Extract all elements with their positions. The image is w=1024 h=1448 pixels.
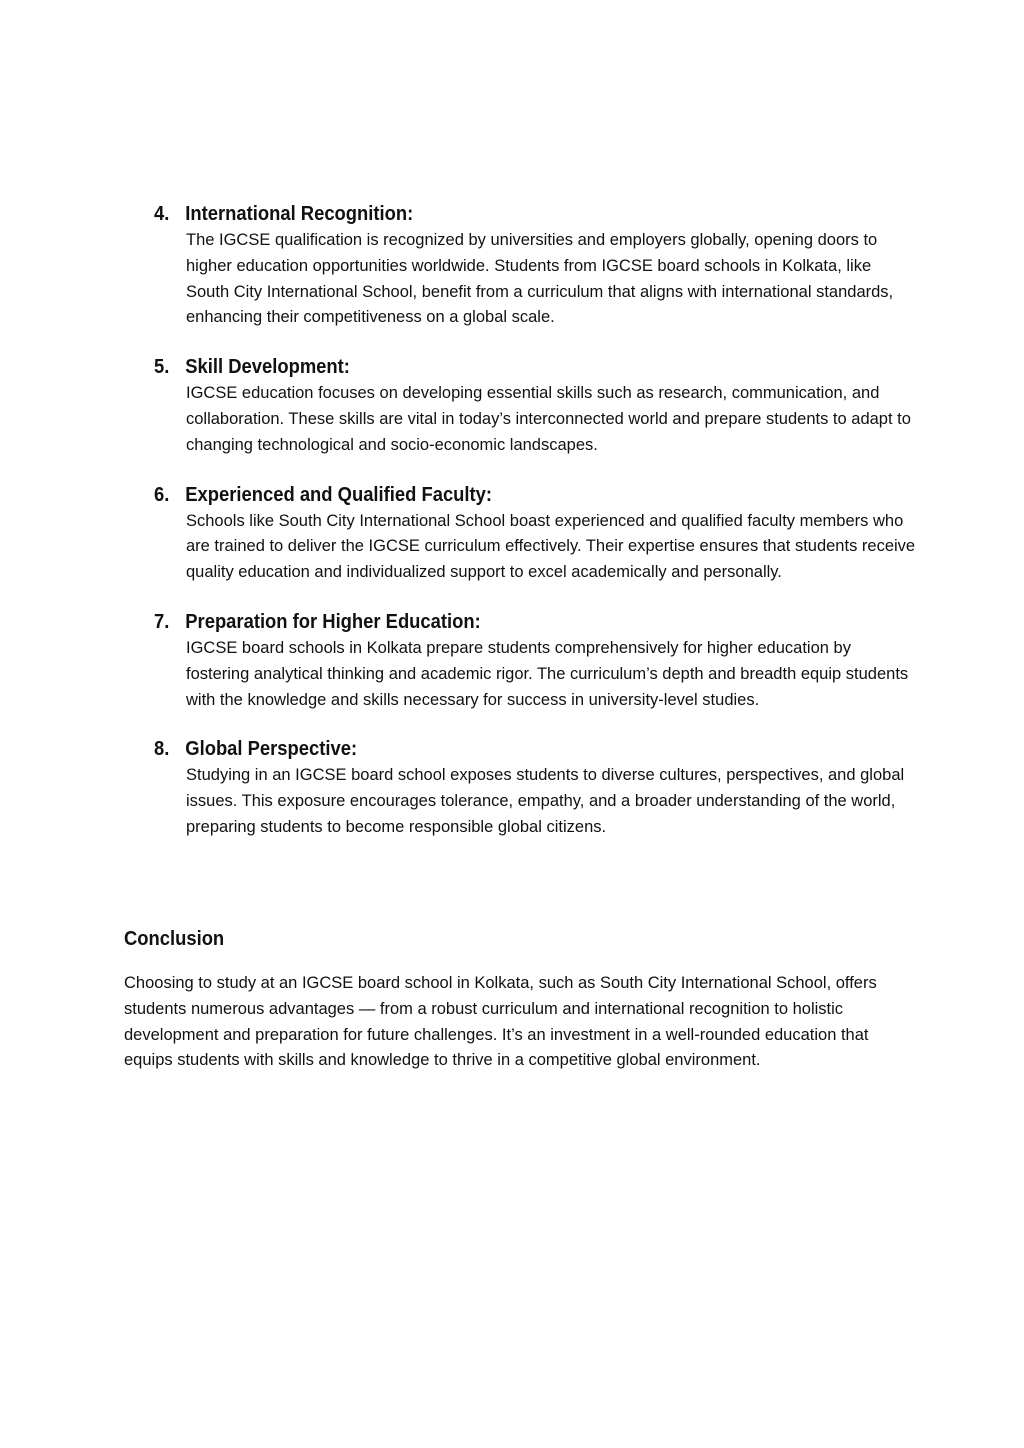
- list-item-heading: [154, 481, 853, 509]
- conclusion-heading: Conclusion: [124, 928, 225, 950]
- list-item-title: Skill Development:: [185, 356, 350, 379]
- list-item-number: 7.: [154, 610, 170, 633]
- list-item-title: International Recognition:: [185, 203, 414, 225]
- list-item: [154, 353, 914, 458]
- list-item-title: Experienced and Qualified Faculty:: [185, 483, 493, 506]
- list-item-number: 8.: [154, 738, 170, 761]
- list-item-number: 4.: [154, 203, 170, 225]
- conclusion-paragraph: Choosing to study at an IGCSE board school in Kolkata, such as South City International School, offers students numerous advantages — from a robust curriculum and international recognition to holistic development and preparation for future challenges. It’s an investment in a well-rounded education that equips students with skills and knowledge to thrive in a competitive global environment.: [124, 974, 877, 1070]
- list-item-body: IGCSE board schools in Kolkata prepare students comprehensively for higher education by fostering analytical thinking and academic rigor. The curriculum’s depth and breadth equip students with the knowledge and skills necessary for success in university-level studies.: [186, 638, 909, 709]
- list-item: [154, 735, 914, 840]
- list-item-body: Studying in an IGCSE board school exposes students to diverse cultures, perspectives, and global issues. This exposure encourages tolerance, empathy, and a broader understanding of the world, preparing students to become responsible global citizens.: [186, 766, 905, 836]
- list-item: [154, 481, 914, 586]
- list-item-heading: [154, 353, 853, 381]
- list-item-title: Global Perspective:: [185, 738, 358, 761]
- list-item-body: Schools like South City International School boast experienced and qualified faculty members who are trained to deliver the IGCSE curriculum effectively. Their expertise ensures that students receive quality education and individualized support to excel academically and personally.: [186, 511, 916, 582]
- list-item-heading: [154, 200, 853, 228]
- conclusion-section: [124, 925, 914, 1074]
- list-item-heading: [154, 735, 853, 763]
- list-item-number: 5.: [154, 356, 170, 379]
- list-item-heading: [154, 608, 853, 636]
- list-item-body: IGCSE education focuses on developing essential skills such as research, communication, and collaboration. These skills are vital in today’s interconnected world and prepare students to adapt to changing technological and socio-economic landscapes.: [186, 384, 911, 454]
- list-item: [154, 608, 914, 713]
- benefits-list: [154, 200, 914, 863]
- list-item-title: Preparation for Higher Education:: [185, 610, 481, 633]
- list-item-body: The IGCSE qualification is recognized by universities and employers globally, opening doors to higher education opportunities worldwide. Students from IGCSE board schools in Kolkata, like South City International School, benefit from a curriculum that aligns with international standards, enhancing their competitiveness on a global scale.: [186, 231, 894, 327]
- list-item: [154, 200, 914, 331]
- list-item-number: 6.: [154, 483, 170, 506]
